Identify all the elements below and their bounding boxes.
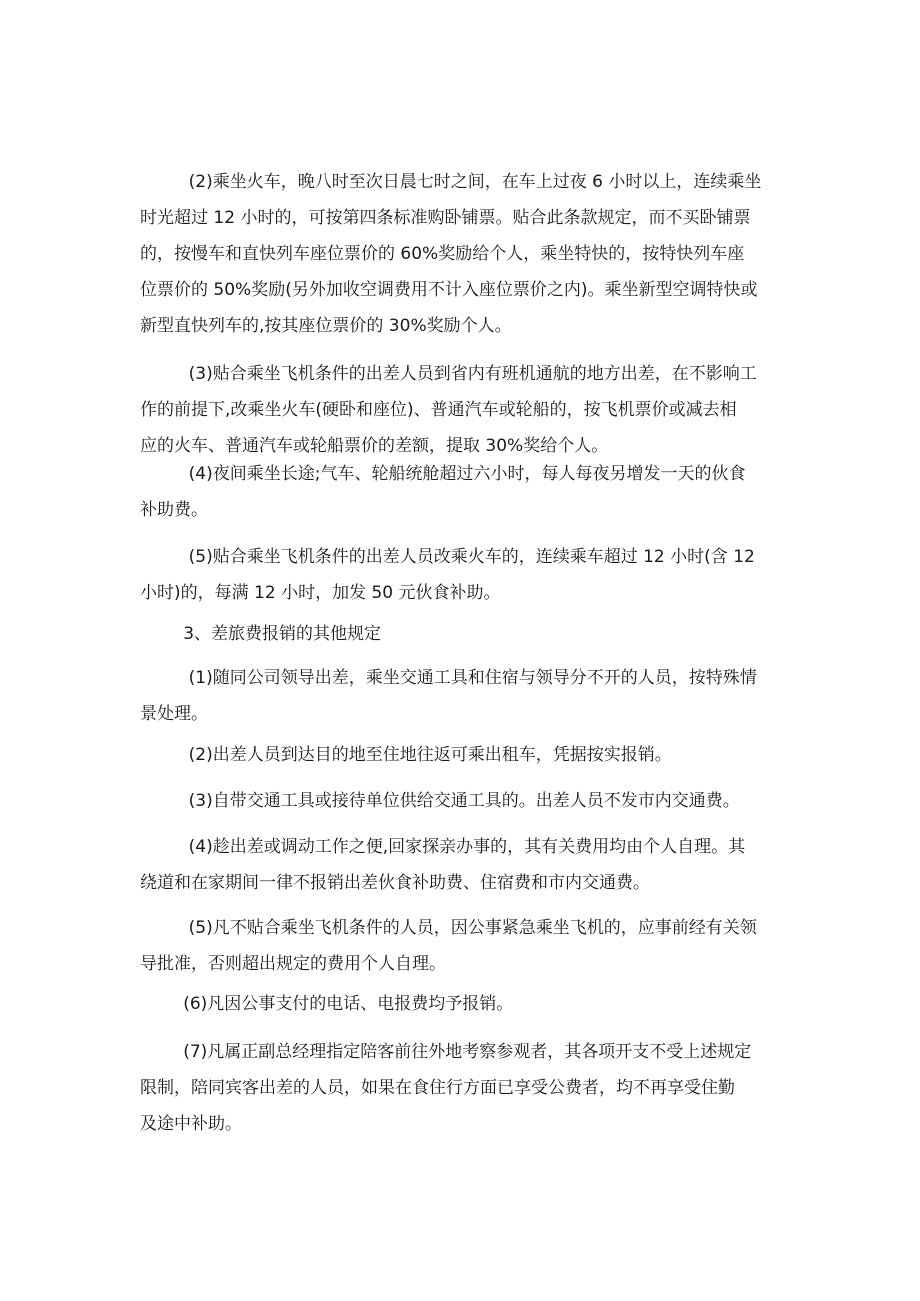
paragraph-guest-escort	[140, 1034, 776, 1142]
text-line: 时光超过 12 小时的，可按第四条标准购卧铺票。贴合此条款规定，而不买卧铺票	[140, 208, 751, 228]
text-line: (5)凡不贴合乘坐飞机条件的人员，因公事紧急乘坐飞机的，应事前经有关领	[140, 918, 757, 938]
text-line: 限制，陪同宾客出差的人员，如果在食住行方面已享受公费者，均不再享受住勤	[140, 1078, 735, 1098]
text-line: (2)乘坐火车，晚八时至次日晨七时之间，在车上过夜 6 小时以上，连续乘坐	[140, 172, 762, 192]
paragraph-accompany-leader	[140, 660, 776, 732]
text-line: 位票价的 50%奖励(另外加收空调费用不计入座位票价之内)。乘坐新型空调特快或	[140, 280, 758, 300]
paragraph-family-visit	[140, 829, 776, 901]
text-line: 绕道和在家期间一律不报销出差伙食补助费、住宿费和市内交通费。	[140, 873, 650, 893]
text-line: 的，按慢车和直快列车座位票价的 60%奖励给个人，乘坐特快的，按特快列车座	[140, 244, 745, 264]
paragraph-own-transport	[140, 783, 776, 819]
section-heading-other-rules	[140, 616, 776, 652]
text-line: (2)出差人员到达目的地至住地往返可乘出租车，凭据按实报销。	[140, 745, 672, 765]
text-line: 景处理。	[140, 704, 208, 724]
paragraph-taxi	[140, 737, 776, 773]
section-heading: 3、差旅费报销的其他规定	[140, 624, 382, 644]
text-line: 作的前提下,改乘坐火车(硬卧和座位)、普通汽车或轮船的，按飞机票价或减去相	[140, 400, 737, 420]
text-line: (6)凡因公事支付的电话、电报费均予报销。	[140, 994, 514, 1014]
text-line: (1)随同公司领导出差，乘坐交通工具和住宿与领导分不开的人员，按特殊情	[140, 668, 757, 688]
text-line: 应的火车、普通汽车或轮船票价的差额，提取 30%奖给个人。	[140, 436, 609, 456]
text-line: (3)自带交通工具或接待单位供给交通工具的。出差人员不发市内交通费。	[140, 791, 740, 811]
text-line: (3)贴合乘坐飞机条件的出差人员到省内有班机通航的地方出差，在不影响工	[140, 364, 757, 384]
text-line: 新型直快列车的,按其座位票价的 30%奖励个人。	[140, 316, 512, 336]
text-line: 及途中补助。	[140, 1114, 242, 1134]
text-line: (4)夜间乘坐长途;气车、轮船统舱超过六小时，每人每夜另增发一天的伙食	[140, 464, 746, 484]
text-line: (7)凡属正副总经理指定陪客前往外地考察参观者，其各项开支不受上述规定	[140, 1042, 752, 1062]
text-line: (4)趁出差或调动工作之便,回家探亲办事的，其有关费用均由个人自理。其	[140, 837, 746, 857]
paragraph-night-travel	[140, 456, 776, 528]
paragraph-phone-telegram	[140, 986, 776, 1022]
paragraph-train-sleeper	[140, 164, 776, 344]
text-line: (5)贴合乘坐飞机条件的出差人员改乘火车的，连续乘车超过 12 小时(含 12	[140, 547, 755, 567]
paragraph-long-train	[140, 539, 776, 611]
text-line: 小时)的，每满 12 小时，加发 50 元伙食补助。	[140, 583, 501, 603]
paragraph-emergency-flight	[140, 910, 776, 982]
text-line: 导批准，否则超出规定的费用个人自理。	[140, 954, 446, 974]
paragraph-flight-substitute	[140, 356, 776, 464]
text-line: 补助费。	[140, 500, 208, 520]
